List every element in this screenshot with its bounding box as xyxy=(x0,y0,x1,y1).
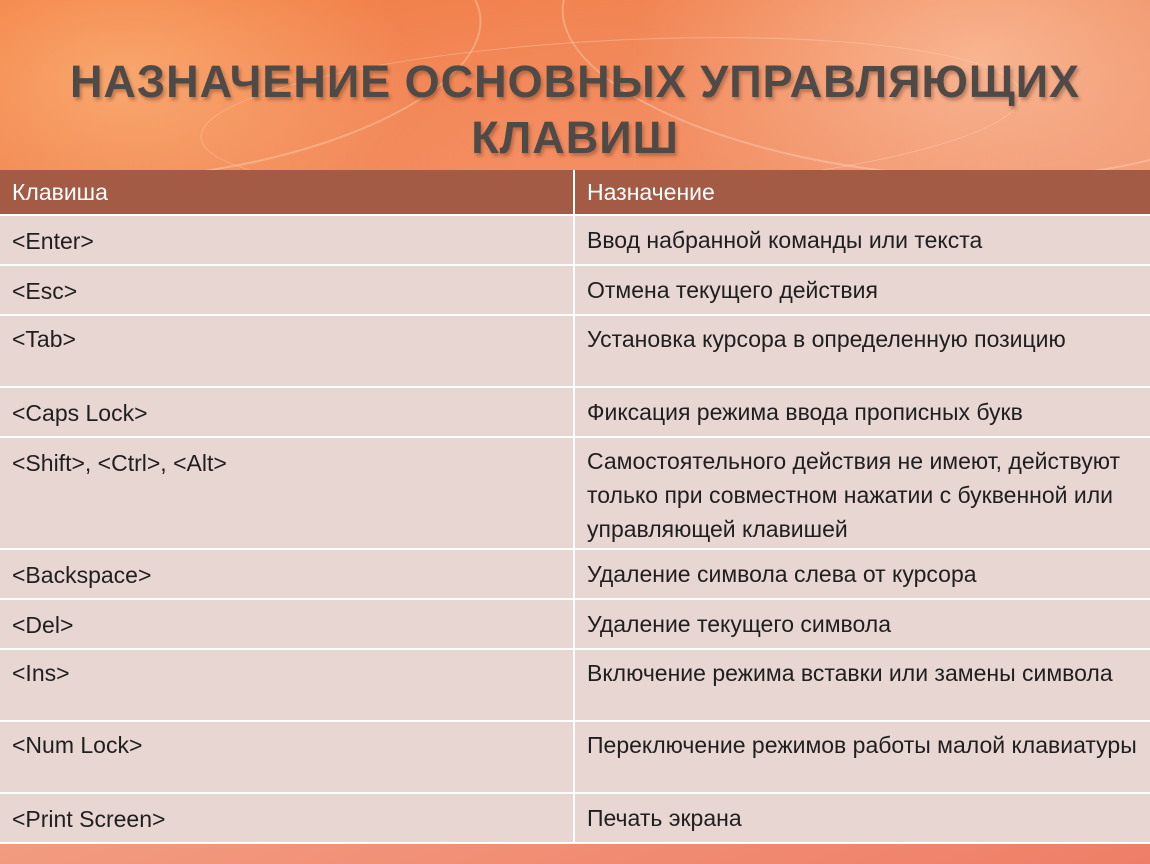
purpose-cell: Удаление символа слева от курсора xyxy=(574,549,1150,599)
key-cell: <Ins> xyxy=(0,649,574,721)
table-row xyxy=(0,721,1150,793)
table-row xyxy=(0,387,1150,437)
table-row xyxy=(0,265,1150,315)
key-cell: <Tab> xyxy=(0,315,574,387)
key-cell: <Shift>, <Ctrl>, <Alt> xyxy=(0,437,574,549)
purpose-cell: Удаление текущего символа xyxy=(574,599,1150,649)
purpose-cell: Самостоятельного действия не имеют, действуют только при совместном нажатии с буквенной или управляющей клавишей xyxy=(574,437,1150,549)
slide-title xyxy=(0,54,1150,166)
column-header-key: Клавиша xyxy=(0,170,574,215)
purpose-cell: Ввод набранной команды или текста xyxy=(574,215,1150,265)
purpose-cell: Включение режима вставки или замены символа xyxy=(574,649,1150,721)
table-row xyxy=(0,549,1150,599)
key-cell: <Num Lock> xyxy=(0,721,574,793)
key-cell: <Enter> xyxy=(0,215,574,265)
key-cell: <Caps Lock> xyxy=(0,387,574,437)
purpose-cell: Установка курсора в определенную позицию xyxy=(574,315,1150,387)
purpose-cell: Печать экрана xyxy=(574,793,1150,843)
key-cell: <Del> xyxy=(0,599,574,649)
key-cell: <Esc> xyxy=(0,265,574,315)
table-row xyxy=(0,215,1150,265)
table-row xyxy=(0,649,1150,721)
slide-title-line-2: КЛАВИШ xyxy=(471,112,679,163)
keys-table xyxy=(0,170,1150,844)
slide-title-line-1: НАЗНАЧЕНИЕ ОСНОВНЫХ УПРАВЛЯЮЩИХ xyxy=(69,56,1081,107)
purpose-cell: Отмена текущего действия xyxy=(574,265,1150,315)
table-row xyxy=(0,437,1150,549)
key-cell: <Print Screen> xyxy=(0,793,574,843)
table-row xyxy=(0,793,1150,843)
table-row xyxy=(0,315,1150,387)
table-header-row xyxy=(0,170,1150,215)
table-row xyxy=(0,599,1150,649)
key-cell: <Backspace> xyxy=(0,549,574,599)
purpose-cell: Фиксация режима ввода прописных букв xyxy=(574,387,1150,437)
column-header-purpose: Назначение xyxy=(574,170,1150,215)
purpose-cell: Переключение режимов работы малой клавиатуры xyxy=(574,721,1150,793)
